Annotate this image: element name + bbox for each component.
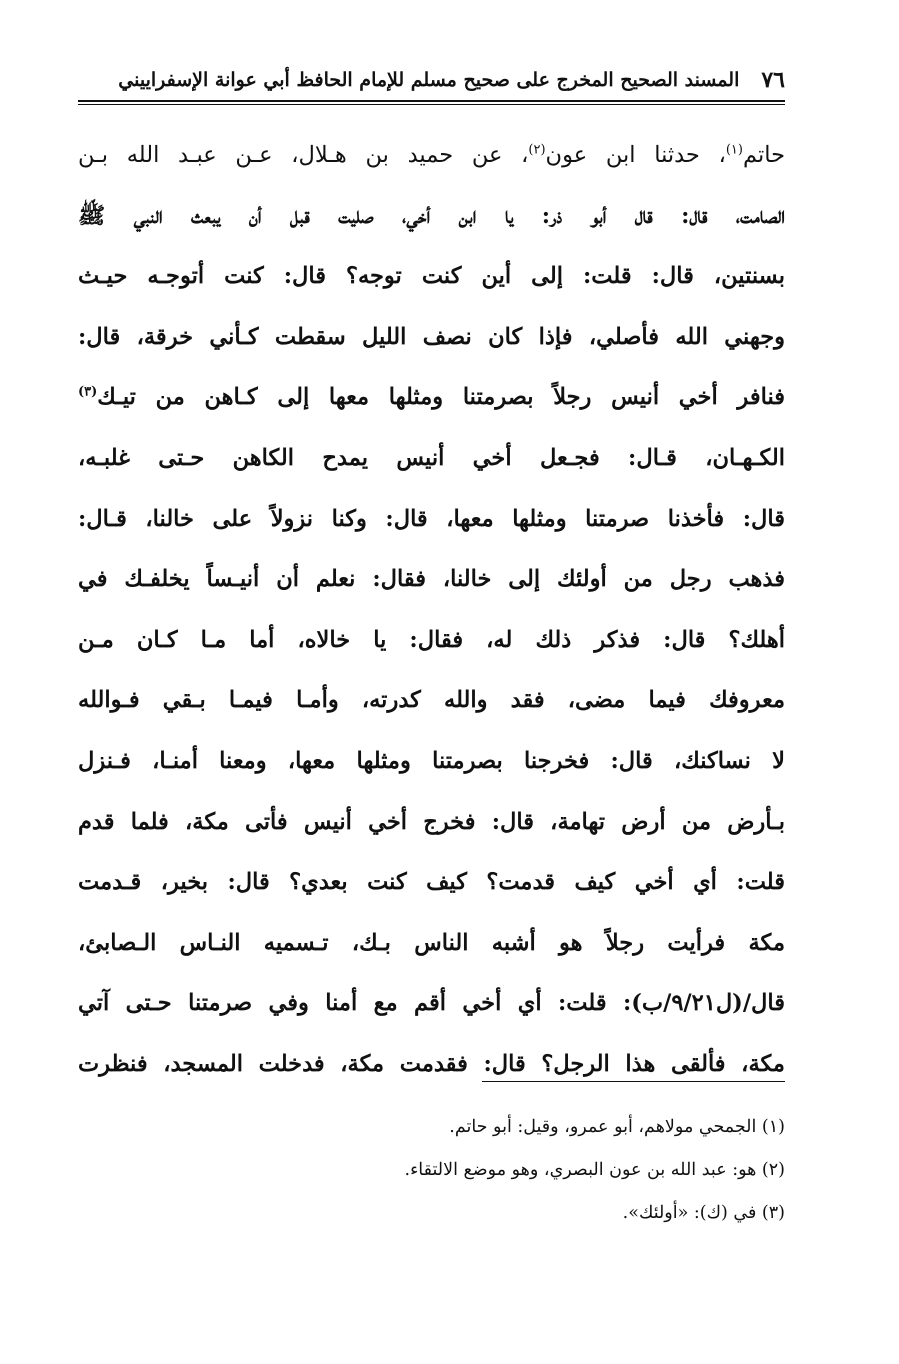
text-line-5: فنافر أخي أنيس رجلاً بصرمتنا ومثلها معها إلى كـاهن من تيـك$^{(٣)}$ [78, 384, 785, 411]
text-line-16: مكة، فألقى هذا الرجل؟ قال: فقدمت مكة، فدخلت المسجد، فنظرت [78, 1050, 785, 1077]
main-text [78, 125, 785, 1095]
footnote-1: (١) الجمحي مولاهم، أبو عمرو، وقيل: أبو حاتم. [449, 1117, 785, 1137]
footnotes [78, 1106, 785, 1235]
text-line-7: قال: فأخذنا صرمتنا ومثلها معها، قال: وكنا نزولاً على خالنا، قـال: [78, 505, 785, 532]
text-line-10: معروفك فيما مضى، فقد والله كدرته، وأمـا فيمـا بـقي فـوالله [78, 687, 785, 714]
text-line-2: الصامت، قال: قال أبو ذر: يا ابن أخي، صليت قبل أن يبعث النبي ﷺ [78, 202, 785, 229]
text-line-15: قال/(ل٩/٢١/ب): قلت: أي أخي أقم مع أمنا وفي صرمتنا حـتى آتي [78, 990, 785, 1017]
text-line-8: فذهب رجل من أولئك إلى خالنا، فقال: نعلم أن أنيـساً يخلفـك في [78, 566, 785, 593]
text-line-9: أهلك؟ قال: فذكر ذلك له، فقال: يا خالاه، أما مـا كـان مـن [78, 626, 785, 653]
text-line-1: حاتم$^{(١)}$، حدثنا ابن عون$^{(٢)}$، عن حميد بن هـلال، عـن عبـد الله بـن [78, 142, 785, 168]
text-line-12: بـأرض من أرض تهامة، قال: فخرج أخي أنيس فأتى مكة، فلما قدم [78, 808, 785, 835]
header-rule [78, 100, 785, 105]
running-title: المسند الصحيح المخرج على صحيح مسلم للإمام الحافظ أبي عوانة الإسفراييني [118, 69, 740, 91]
text-line-3: بسنتين، قال: قلت: إلى أين كنت توجه؟ قال: كنت أتوجـه حيـث [78, 263, 785, 290]
text-line-4: وجهني الله فأصلي، فإذا كان نصف الليل سقطت كـأني خرقة، قال: [78, 323, 785, 350]
page-number: ٧٦ [761, 67, 785, 93]
text-line-14: مكة فرأيت رجلاً هو أشبه الناس بـك، تـسميه النـاس الـصابئ، [78, 929, 785, 956]
footnote-2: (٢) هو: عبد الله بن عون البصري، وهو موضع الالتقاء. [404, 1160, 785, 1180]
footnote-3: (٣) في (ك): «أولئك». [622, 1203, 785, 1223]
footnote-rule [482, 1081, 785, 1082]
text-line-13: قلت: أي أخي كيف قدمت؟ كيف كنت بعدي؟ قال: بخير، قـدمت [78, 869, 785, 896]
running-header [78, 62, 785, 98]
text-line-6: الكـهـان، قـال: فجـعل أخي أنيس يمدح الكاهن حـتى غلبـه، [78, 444, 785, 471]
text-line-11: لا نساكنك، قال: فخرجنا بصرمتنا ومثلها معها، ومعنا أمنـا، فـنزل [78, 747, 785, 774]
